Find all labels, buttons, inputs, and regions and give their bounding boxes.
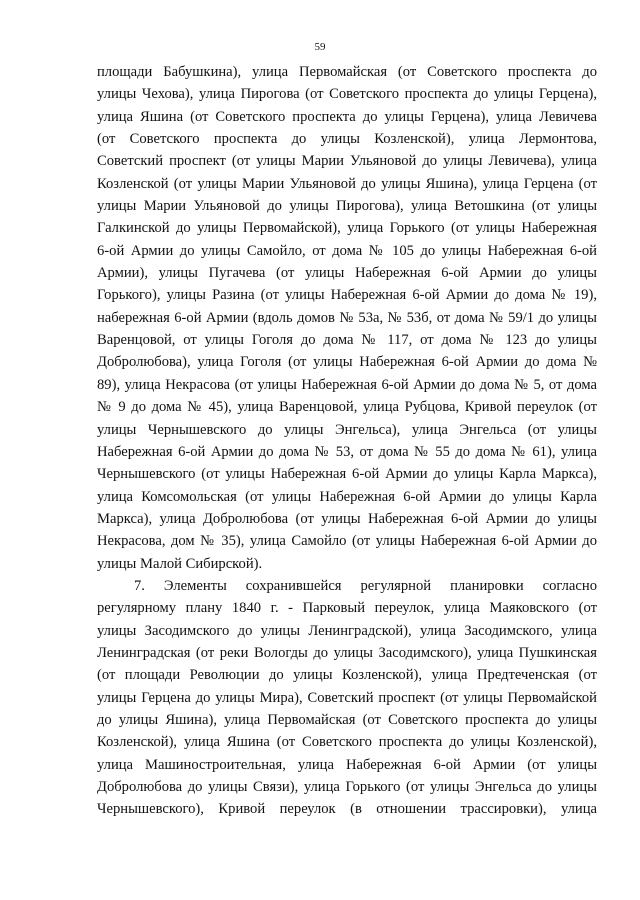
text-line: Добролюбова), улица Гоголя (от улицы Набережная 6-ой Армии до дома № bbox=[97, 354, 597, 371]
text-line: Горького), улицы Разина (от улицы Набережная 6-ой Армии до дома № 19), bbox=[97, 287, 597, 304]
text-line: Советский проспект (от улицы Марии Ульяновой до улицы Левичева), улица bbox=[97, 153, 597, 170]
text-line: Маркса), улица Добролюбова (от улицы Набережная 6-ой Армии до улицы bbox=[97, 510, 597, 527]
text-line: Варенцовой, от улицы Гоголя до дома № 117, от дома № 123 до улицы bbox=[97, 332, 597, 349]
text-line: улицы Малой Сибирской). bbox=[97, 555, 263, 572]
text-line: Галкинской до улицы Первомайской), улица Горького (от улицы Набережная bbox=[97, 220, 597, 237]
text-line: регулярному плану 1840 г. - Парковый переулок, улица Маяковского (от bbox=[97, 600, 597, 617]
text-line: улицы Герцена до улицы Мира), Советский проспект (от улицы Первомайской bbox=[97, 689, 597, 706]
text-line: до улицы Яшина), улица Первомайская (от Советского проспекта до улицы bbox=[97, 711, 597, 728]
text-line: улица Комсомольская (от улицы Набережная 6-ой Армии до улицы Карла bbox=[97, 488, 597, 505]
text-line: улица Машиностроительная, улица Набережная 6-ой Армии (от улицы bbox=[97, 756, 597, 773]
text-line: площади Бабушкина), улица Первомайская (от Советского проспекта до bbox=[97, 64, 597, 80]
page-number: 59 bbox=[314, 41, 326, 53]
text-line: (от площади Революции до улицы Козленской), улица Предтеченская (от bbox=[97, 667, 597, 684]
text-line: Армии), улицы Пугачева (от улицы Набережная 6-ой Армии до улицы bbox=[97, 265, 597, 282]
text-line: улицы Марии Ульяновой до улицы Пирогова), улица Ветошкина (от улицы bbox=[97, 198, 597, 215]
body-text bbox=[97, 61, 597, 821]
text-line: Добролюбова до улицы Связи), улица Горького (от улицы Энгельса до улицы bbox=[97, 779, 597, 795]
text-line: Набережная 6-ой Армии до дома № 53, от дома № 55 до дома № 61), улица bbox=[97, 443, 597, 460]
text-line: улицы Чехова), улица Пирогова (от Советского проспекта до улицы Герцена), bbox=[97, 86, 597, 103]
text-line: Некрасова, дом № 35), улица Самойло (от улицы Набережная 6-ой Армии до bbox=[97, 533, 597, 550]
text-line: № 9 до дома № 45), улица Варенцовой, улица Рубцова, Кривой переулок (от bbox=[97, 399, 597, 416]
text-line: Козленской (от улицы Марии Ульяновой до улицы Яшина), улица Герцена (от bbox=[97, 175, 597, 192]
text-line: набережная 6-ой Армии (вдоль домов № 53а, № 53б, от дома № 59/1 до улицы bbox=[97, 309, 597, 326]
text-line: улицы Чернышевского до улицы Энгельса), улица Энгельса (от улицы bbox=[97, 421, 597, 438]
text-line: 89), улица Некрасова (от улицы Набережная 6-ой Армии до дома № 5, от дома bbox=[97, 376, 597, 393]
text-line: Чернышевского (от улицы Набережная 6-ой Армии до улицы Карла Маркса), bbox=[97, 466, 597, 483]
text-line: 6-ой Армии до улицы Самойло, от дома № 105 до улицы Набережная 6-ой bbox=[97, 242, 597, 259]
text-line: Козленской), улица Яшина (от Советского проспекта до улицы Козленской), bbox=[97, 734, 597, 751]
text-line: улица Яшина (от Советского проспекта до улицы Герцена), улица Левичева bbox=[97, 108, 597, 125]
text-line: (от Советского проспекта до улицы Козленской), улица Лермонтова, bbox=[97, 131, 597, 148]
text-line: Чернышевского), Кривой переулок (в отношении трассировки), улица bbox=[97, 801, 597, 818]
text-line: Ленинградская (от реки Вологды до улицы Засодимского), улица Пушкинская bbox=[97, 644, 597, 661]
text-line: 7. Элементы сохранившейся регулярной планировки согласно bbox=[134, 577, 597, 594]
text-line: улицы Засодимского до улицы Ленинградской), улица Засодимского, улица bbox=[97, 622, 597, 639]
